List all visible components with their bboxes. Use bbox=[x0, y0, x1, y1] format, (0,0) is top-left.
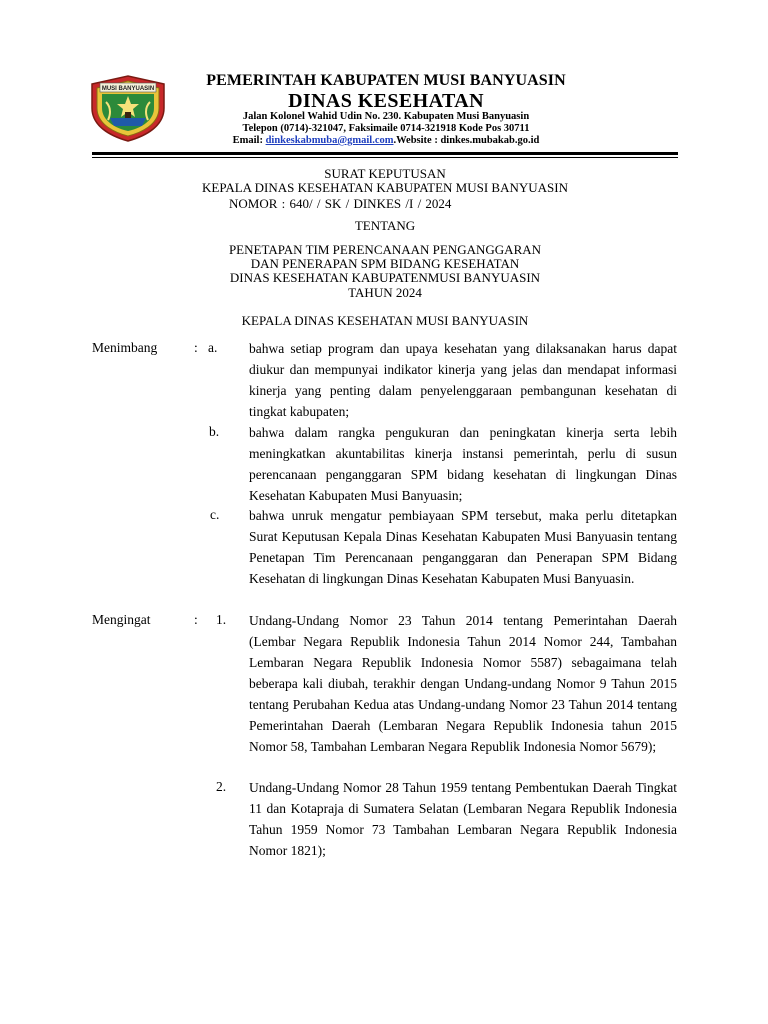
letterhead-divider-thin bbox=[92, 157, 678, 158]
perihal-line: PENETAPAN TIM PERENCANAAN PENGANGGARAN bbox=[228, 242, 542, 257]
doc-number: NOMOR : 640/ / SK / DINKES /I / 2024 bbox=[229, 196, 452, 211]
perihal-line: DAN PENERAPAN SPM BIDANG KESEHATAN bbox=[250, 256, 520, 271]
mengingat-item: Undang-Undang Nomor 23 Tahun 2014 tentang Pemerintahan Daerah (Lembar Negara Republik Indonesia Tahun 2014 Nomor 244, Tambahan Lembaran Negara Republik Indonesia Nomor 5587) sebagaimana telah beberapa kali diubah, terakhir dengan Undang-undang Nomor 9 Tahun 2015 tentang Perubahan Kedua atas Undang-undang Nomor 23 Tahun 2014 tentang Pemerintahan Daerah (Lembaran Negara Republik Indonesia tahun 2015 Nomor 58, Tambahan Lembaran Negara Republik Indonesia Nomor 5679); bbox=[249, 613, 677, 754]
letterhead-divider-thick bbox=[92, 152, 678, 155]
menimbang-item: bahwa dalam rangka pengukuran dan peningkatan kinerja serta lebih meningkatkan akuntabilitas kinerja instansi pemerintah, perlu di susun perencanaan penganggaran SPM bidang kesehatan di lingkungan Dinas Kesehatan Kabupaten Musi Banyuasin; bbox=[249, 425, 677, 503]
kabupaten-logo bbox=[88, 74, 168, 142]
menimbang-colon: : bbox=[194, 340, 198, 355]
email-link[interactable]: dinkeskabmuba@gmail.com bbox=[265, 135, 394, 146]
mengingat-item: Undang-Undang Nomor 28 Tahun 1959 tentang Pembentukan Daerah Tingkat 11 dan Kotapraja di Sumatera Selatan (Lembaran Negara Republik Indonesia Tahun 1959 Nomor 73 Tambahan Lembaran Negara Republik Indonesia Nomor 1821); bbox=[249, 780, 677, 858]
logo-text: MUSI BANYUASIN bbox=[101, 86, 155, 92]
email-label: Email: bbox=[232, 135, 266, 146]
menimbang-label: Menimbang bbox=[92, 340, 158, 355]
kop-dinas: DINAS KESEHATAN bbox=[288, 90, 484, 112]
website-text: .Website : dinkes.mubakab.go.id bbox=[393, 135, 540, 146]
menimbang-item: bahwa setiap program dan upaya kesehatan yang dilaksanakan harus dapat diukur dan mempunyai indikator kinerja yang jelas dan mendapat informasi kinerja yang penting dalam penyelenggaraan pembangunan kesehatan di tingkat kabupaten; bbox=[249, 341, 677, 419]
kop-contact bbox=[180, 135, 592, 146]
item-marker: 2. bbox=[216, 779, 227, 794]
item-marker: b. bbox=[209, 424, 220, 439]
perihal-line: TAHUN 2024 bbox=[348, 285, 422, 300]
kop-alamat: Jalan Kolonel Wahid Udin No. 230. Kabupaten Musi Banyuasin bbox=[242, 111, 530, 122]
item-marker: c. bbox=[210, 507, 220, 522]
kop-telepon: Telepon (0714)-321047, Faksimaile 0714-321918 Kode Pos 30711 bbox=[242, 123, 530, 134]
perihal-line: DINAS KESEHATAN KABUPATENMUSI BANYUASIN bbox=[229, 270, 541, 285]
menimbang-item: bahwa unruk mengatur pembiayaan SPM tersebut, maka perlu ditetapkan Surat Keputusan Kepala Dinas Kesehatan Kabupaten Musi Banyuasin tentang Penetapan Tim Perencanaan penganggaran dan Penerapan SPM Bidang Kesehatan di lingkungan Dinas Kesehatan Kabupaten Musi Banyuasin. bbox=[249, 508, 677, 586]
kop-pemerintah: PEMERINTAH KABUPATEN MUSI BANYUASIN bbox=[206, 72, 566, 89]
doc-issuer: KEPALA DINAS KESEHATAN KABUPATEN MUSI BANYUASIN bbox=[201, 180, 568, 195]
pejabat-title: KEPALA DINAS KESEHATAN MUSI BANYUASIN bbox=[241, 313, 529, 328]
item-marker: a. bbox=[208, 340, 218, 355]
doc-type: SURAT KEPUTUSAN bbox=[324, 166, 446, 181]
mengingat-label: Mengingat bbox=[92, 612, 151, 627]
item-marker: 1. bbox=[216, 612, 227, 627]
tentang-label: TENTANG bbox=[354, 218, 416, 233]
mengingat-colon: : bbox=[194, 612, 198, 627]
